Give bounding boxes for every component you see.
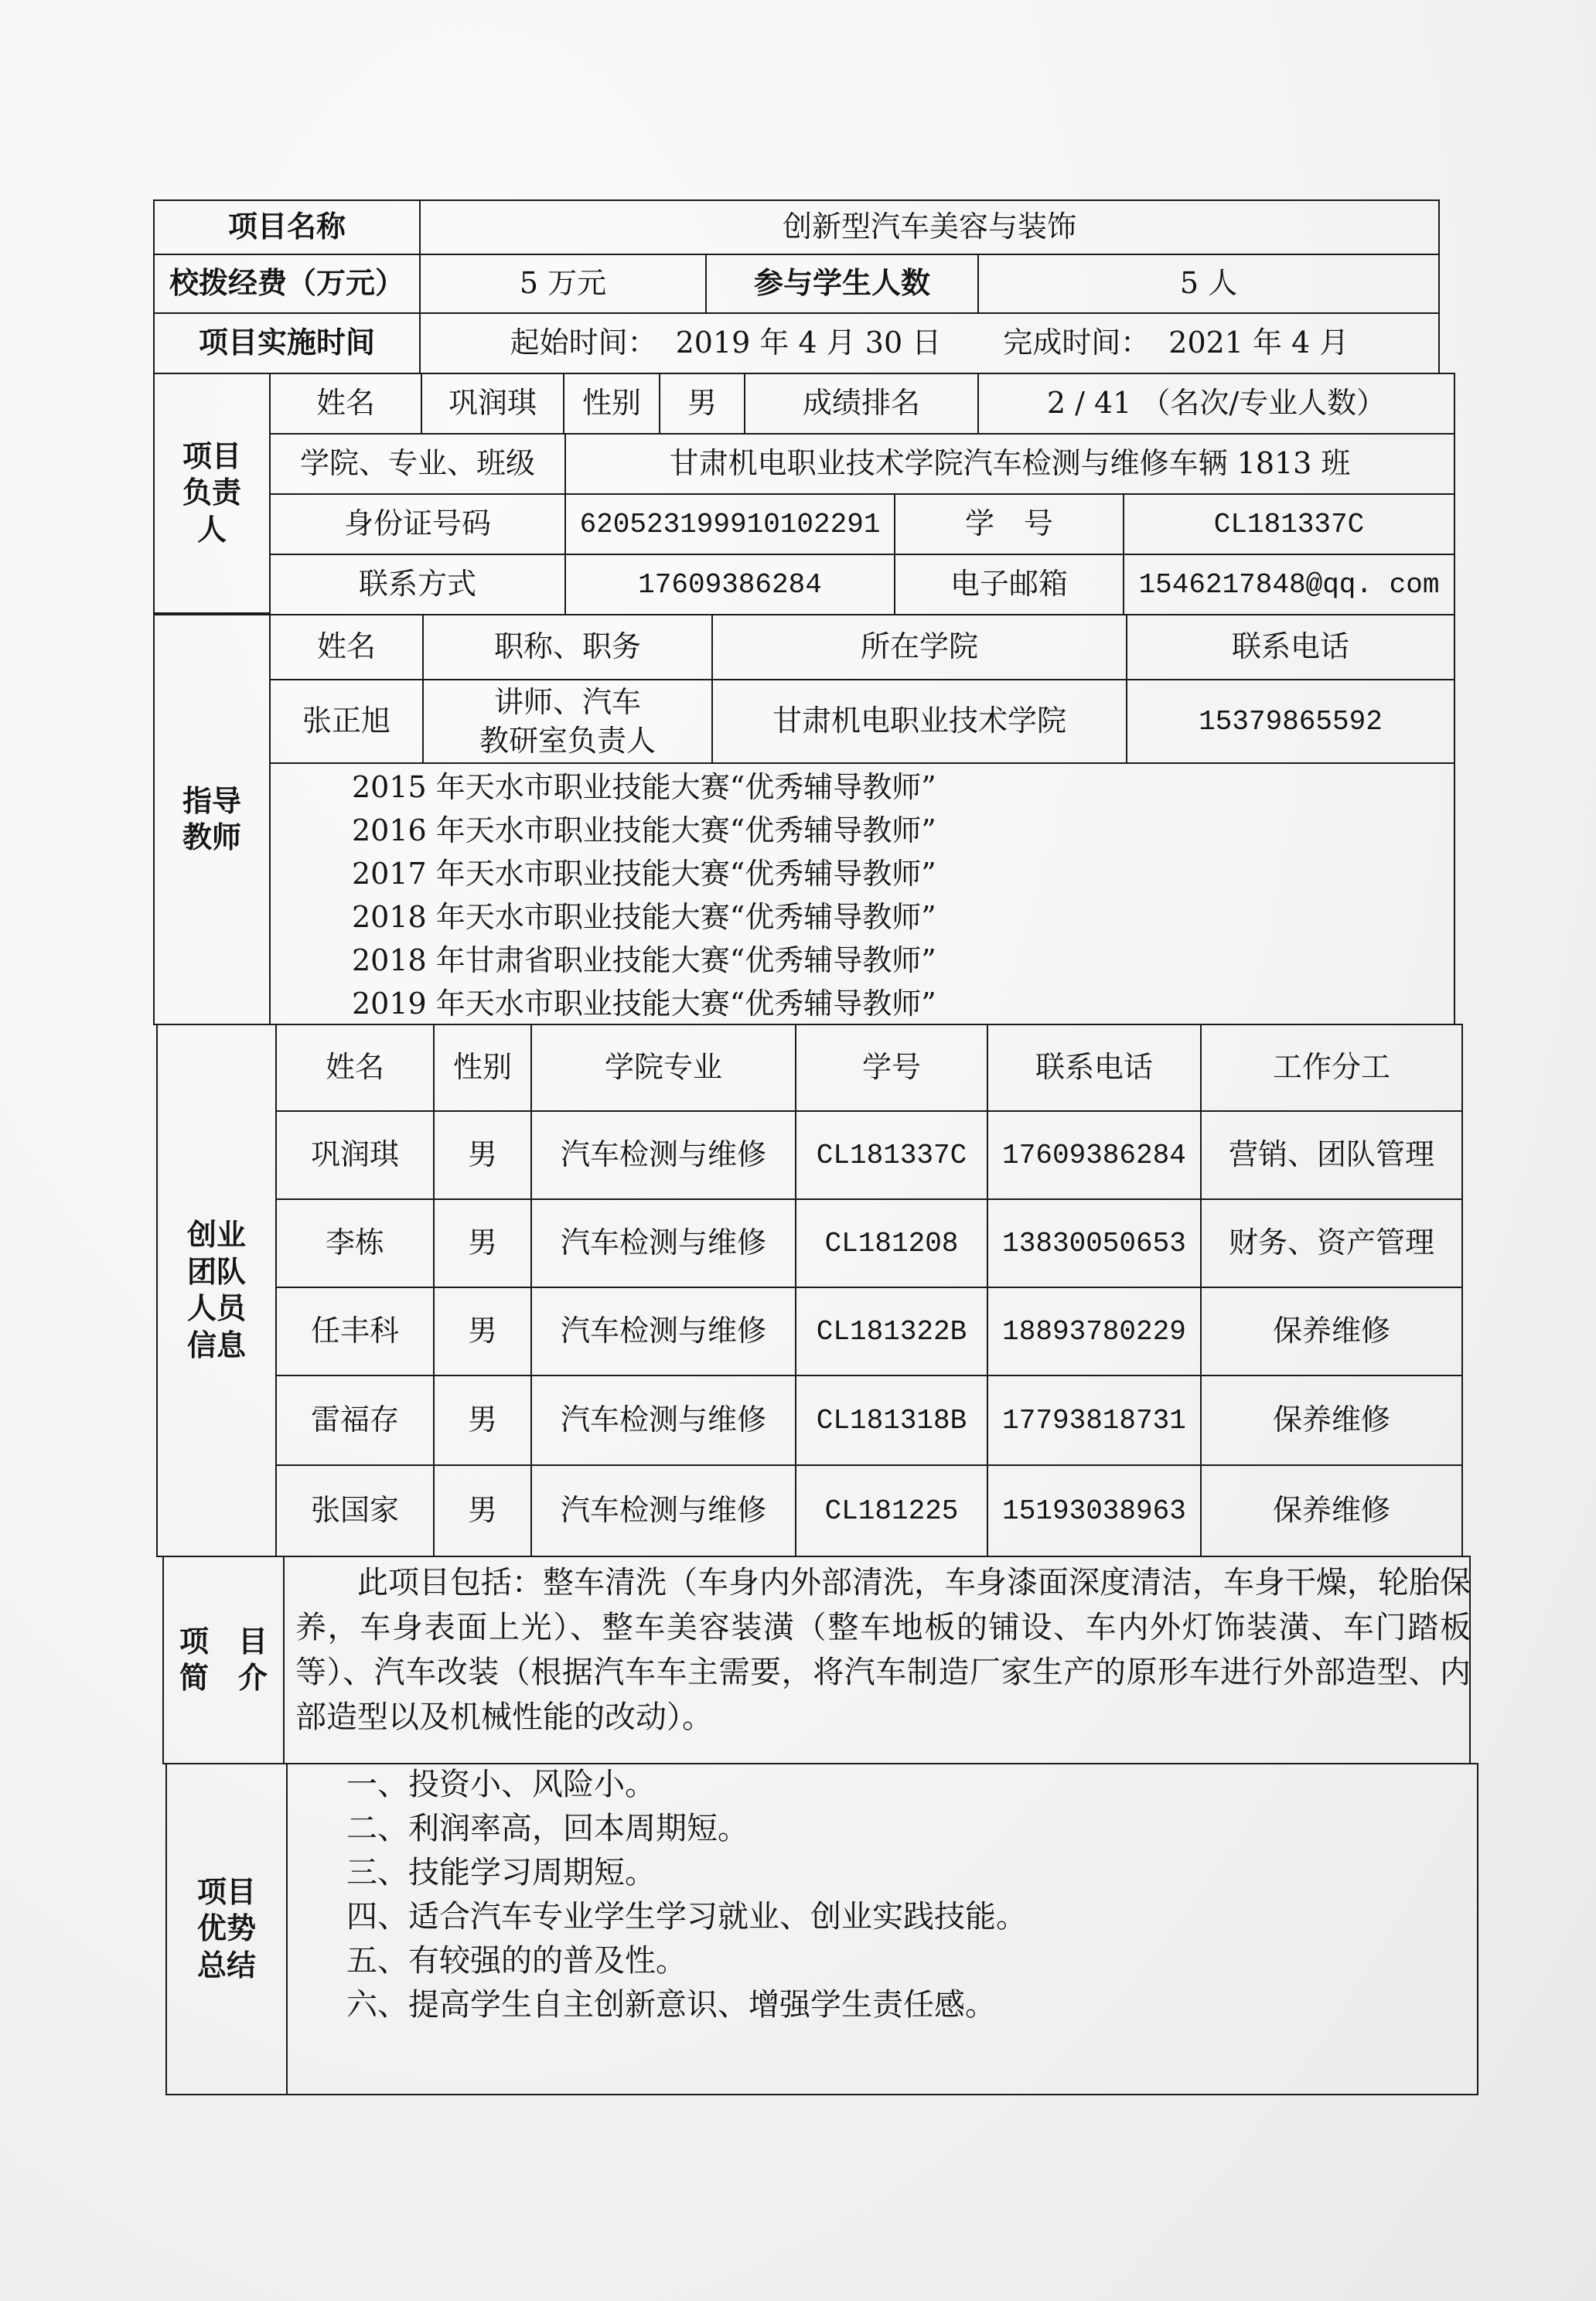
team-row-2-major: 汽车检测与维修 bbox=[530, 1198, 796, 1288]
team-row-4-phone: 17793818731 bbox=[987, 1375, 1202, 1466]
advantage-item: 二、利润率高，回本周期短。 bbox=[346, 1811, 749, 1846]
student-count-value: 5 人 bbox=[977, 254, 1440, 314]
leader-id-value: 620523199910102291 bbox=[564, 493, 895, 555]
team-row-4-gender: 男 bbox=[433, 1375, 532, 1466]
leader-section-label bbox=[153, 373, 271, 614]
leader-gender-value: 男 bbox=[659, 373, 745, 435]
period-value bbox=[419, 312, 1440, 374]
team-row-1-name: 巩润琪 bbox=[275, 1110, 435, 1200]
team-row-5-major: 汽车检测与维修 bbox=[530, 1464, 796, 1557]
award-item: 2018 年天水市职业技能大赛“优秀辅导教师” bbox=[352, 900, 936, 934]
start-time-label: 起始时间： bbox=[510, 326, 657, 360]
leader-student-no-value: CL181337C bbox=[1123, 493, 1455, 555]
advisor-section-label bbox=[153, 614, 271, 1025]
period-label: 项目实施时间 bbox=[153, 312, 421, 374]
intro-section-label bbox=[162, 1556, 285, 1764]
advisor-title-line-1: 讲师、汽车 bbox=[493, 685, 641, 719]
leader-college-label: 学院、专业、班级 bbox=[269, 433, 566, 495]
team-row-2-name: 李栋 bbox=[275, 1198, 435, 1288]
team-header-gender: 性别 bbox=[433, 1024, 532, 1112]
team-row-4-major: 汽车检测与维修 bbox=[530, 1375, 796, 1466]
team-row-4-name: 雷福存 bbox=[275, 1375, 435, 1466]
team-row-5-student-no: CL181225 bbox=[795, 1464, 988, 1557]
team-row-1-student-no: CL181337C bbox=[795, 1110, 988, 1200]
advantage-item: 六、提高学生自主创新意识、增强学生责任感。 bbox=[346, 1987, 996, 2023]
leader-gender-label: 性别 bbox=[563, 373, 660, 435]
team-label-line-4: 信息 bbox=[186, 1328, 246, 1362]
advantage-item: 四、适合汽车专业学生学习就业、创业实践技能。 bbox=[346, 1899, 1027, 1935]
intro-text: 此项目包括：整车清洗（车身内外部清洗，车身漆面深度清洁，车身干燥，轮胎保养，车身表面上光）、整车美容装潢（整车地板的铺设、车内外灯饰装潢、车门踏板等）、汽车改装（根据汽车车主需要，将汽车制造厂家生产的原形车进行外部造型、内部造型以及机械性能的改动）。 bbox=[295, 1565, 1471, 1735]
advisor-header-name: 姓名 bbox=[269, 614, 424, 680]
start-time-value: 2019 年 4 月 30 日 bbox=[675, 326, 942, 360]
leader-label-line-3: 人 bbox=[196, 512, 227, 547]
advantages-list bbox=[346, 1763, 1027, 2027]
leader-contact-label: 联系方式 bbox=[269, 554, 566, 615]
leader-email-label: 电子邮箱 bbox=[894, 554, 1124, 615]
advantage-item: 一、投资小、风险小。 bbox=[346, 1767, 656, 1802]
team-row-3-role: 保养维修 bbox=[1200, 1287, 1463, 1376]
leader-email-value: 1546217848@qq. com bbox=[1123, 554, 1455, 615]
team-row-3-phone: 18893780229 bbox=[987, 1287, 1202, 1376]
team-header-phone: 联系电话 bbox=[987, 1024, 1202, 1112]
team-row-2-phone: 13830050653 bbox=[987, 1198, 1202, 1288]
advisor-name: 张正旭 bbox=[269, 679, 424, 764]
intro-label-line-2: 简 介 bbox=[179, 1661, 268, 1695]
advantage-item: 三、技能学习周期短。 bbox=[346, 1855, 656, 1890]
leader-label-line-2: 负责 bbox=[182, 476, 241, 510]
award-item: 2019 年天水市职业技能大赛“优秀辅导教师” bbox=[352, 987, 936, 1021]
team-row-2-gender: 男 bbox=[433, 1198, 532, 1288]
leader-rank-label: 成绩排名 bbox=[744, 373, 979, 435]
project-name-value: 创新型汽车美容与装饰 bbox=[419, 199, 1440, 255]
team-row-2-student-no: CL181208 bbox=[795, 1198, 988, 1288]
advisor-label-line-2: 教师 bbox=[182, 820, 241, 854]
end-time-label: 完成时间： bbox=[1003, 326, 1151, 360]
team-row-3-name: 任丰科 bbox=[275, 1287, 435, 1376]
award-item: 2016 年天水市职业技能大赛“优秀辅导教师” bbox=[352, 813, 936, 847]
team-row-2-role: 财务、资产管理 bbox=[1200, 1198, 1463, 1288]
team-label-line-3: 人员 bbox=[186, 1291, 246, 1325]
team-row-1-major: 汽车检测与维修 bbox=[530, 1110, 796, 1200]
advisor-header-college: 所在学院 bbox=[711, 614, 1127, 680]
team-row-3-student-no: CL181322B bbox=[795, 1287, 988, 1376]
team-header-major: 学院专业 bbox=[530, 1024, 796, 1112]
leader-id-label: 身份证号码 bbox=[269, 493, 566, 555]
leader-rank-value: 2 / 41 （名次/专业人数） bbox=[977, 373, 1455, 435]
leader-student-no-label: 学 号 bbox=[894, 493, 1124, 555]
team-section-label bbox=[156, 1024, 277, 1557]
award-item: 2018 年甘肃省职业技能大赛“优秀辅导教师” bbox=[352, 943, 936, 977]
team-row-4-role: 保养维修 bbox=[1200, 1375, 1463, 1466]
advantage-item: 五、有较强的的普及性。 bbox=[346, 1943, 687, 1979]
team-row-5-name: 张国家 bbox=[275, 1464, 435, 1557]
advisor-awards-list bbox=[352, 765, 1048, 1025]
leader-name-label: 姓名 bbox=[269, 373, 422, 435]
leader-college-value: 甘肃机电职业技术学院汽车检测与维修车辆 1813 班 bbox=[564, 433, 1455, 495]
intro-label-line-1: 项 目 bbox=[179, 1624, 268, 1658]
leader-label-line-1: 项目 bbox=[182, 438, 241, 473]
team-row-1-role: 营销、团队管理 bbox=[1200, 1110, 1463, 1200]
advisor-header-phone: 联系电话 bbox=[1126, 614, 1455, 680]
leader-contact-value: 17609386284 bbox=[564, 554, 895, 615]
advisor-title bbox=[422, 679, 713, 764]
advantages-section-label bbox=[165, 1763, 288, 2095]
team-row-1-phone: 17609386284 bbox=[987, 1110, 1202, 1200]
team-label-line-2: 团队 bbox=[186, 1254, 246, 1289]
advantages-label-line-2: 优势 bbox=[196, 1911, 256, 1946]
team-header-name: 姓名 bbox=[275, 1024, 435, 1112]
team-row-3-gender: 男 bbox=[433, 1287, 532, 1376]
team-row-5-role: 保养维修 bbox=[1200, 1464, 1463, 1557]
leader-name-value: 巩润琪 bbox=[421, 373, 564, 435]
end-time-value: 2021 年 4 月 bbox=[1168, 326, 1349, 360]
project-name-label: 项目名称 bbox=[153, 199, 421, 255]
advisor-phone: 15379865592 bbox=[1126, 679, 1455, 764]
team-header-role: 工作分工 bbox=[1200, 1024, 1463, 1112]
award-item: 2015 年天水市职业技能大赛“优秀辅导教师” bbox=[352, 770, 936, 804]
advisor-title-line-2: 教研室负责人 bbox=[479, 724, 656, 758]
funding-value: 5 万元 bbox=[419, 254, 707, 314]
team-header-student-no: 学号 bbox=[795, 1024, 988, 1112]
student-count-label: 参与学生人数 bbox=[705, 254, 979, 314]
advisor-college: 甘肃机电职业技术学院 bbox=[711, 679, 1127, 764]
team-row-1-gender: 男 bbox=[433, 1110, 532, 1200]
team-row-4-student-no: CL181318B bbox=[795, 1375, 988, 1466]
advantages-label-line-1: 项目 bbox=[196, 1874, 256, 1909]
advantages-label-line-3: 总结 bbox=[196, 1948, 256, 1982]
team-row-5-gender: 男 bbox=[433, 1464, 532, 1557]
advisor-label-line-1: 指导 bbox=[182, 783, 241, 818]
award-item: 2017 年天水市职业技能大赛“优秀辅导教师” bbox=[352, 857, 936, 891]
team-row-3-major: 汽车检测与维修 bbox=[530, 1287, 796, 1376]
advisor-header-title: 职称、职务 bbox=[422, 614, 713, 680]
team-label-line-1: 创业 bbox=[186, 1218, 246, 1252]
funding-label: 校拨经费（万元） bbox=[153, 254, 421, 314]
team-row-5-phone: 15193038963 bbox=[987, 1464, 1202, 1557]
